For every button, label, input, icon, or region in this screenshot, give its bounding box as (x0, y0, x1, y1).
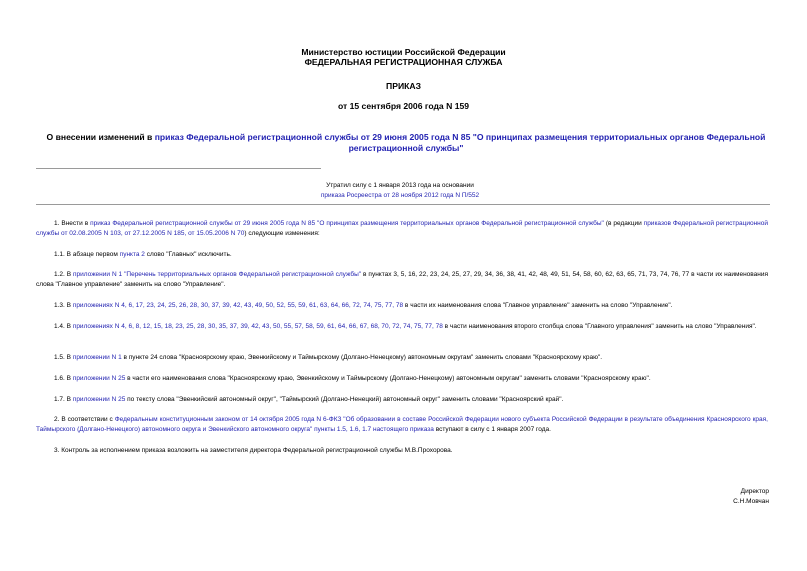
signature-name: С.Н.Мовчан (733, 498, 769, 505)
paragraph-1-2 (36, 270, 768, 290)
paragraph-1-3 (36, 301, 768, 311)
p15-appendix-link[interactable]: приложении N 1 (72, 354, 122, 361)
p1-order-link[interactable]: приказ Федеральной регистрационной службы от 29 июня 2005 года N 85 "О принципах размещения территориальных органов Федеральной регистрационной службы" (90, 220, 604, 227)
p1-text-a: 1. Внести в (54, 220, 91, 227)
paragraph-1 (36, 219, 768, 239)
p17-text-a: 1.7. В (54, 396, 73, 403)
p2-text-a: 2. В соответствии с (54, 416, 115, 423)
title-order-link[interactable]: приказ Федеральной регистрационной службы от 29 июня 2005 года N 85 "О принципах размещения территориальных органов Федеральной регистрационной службы" (154, 132, 766, 153)
p11-item-link[interactable]: пункта 2 (119, 251, 145, 258)
p2-text-c: вступают в силу с 1 января 2007 года. (433, 426, 551, 433)
ministry-name: Министерство юстиции Российской Федерации (301, 47, 506, 57)
p15-text-a: 1.5. В (54, 354, 73, 361)
p13-text-b: в части их наименования слова "Главное управление" заменить на слово "Управление". (403, 302, 673, 309)
p1-text-c: ) следующие изменения: (244, 230, 320, 237)
p16-text-b: в части его наименования слова "Красноярскому краю, Эвенкийскому и Таймырскому (Долгано-Ненецкому) автономным округам" заменить словами "Красноярскому краю". (125, 375, 651, 382)
paragraph-1-6 (36, 374, 768, 384)
status-cancel-link[interactable]: приказа Росреестра от 28 ноября 2012 года N П/552 (320, 191, 480, 199)
p16-appendix-link[interactable]: приложении N 25 (72, 375, 126, 382)
p11-text-b: слово "Главных" исключить. (144, 251, 232, 258)
paragraph-3: 3. Контроль за исполнением приказа возложить на заместителя директора Федеральной регистрационной службы М.В.Прохорова. (54, 447, 453, 454)
title-prefix: О внесении изменений в (46, 132, 155, 142)
paragraph-1-7 (36, 395, 768, 405)
signature-block (733, 487, 769, 507)
paragraph-1-4 (36, 322, 768, 332)
p12-appendix-link[interactable]: приложении N 1 "Перечень территориальных органов Федеральной регистрационной службы" (73, 271, 362, 278)
p13-text-a: 1.3. В (54, 302, 73, 309)
p2-law-link[interactable]: Федеральным конституционным законом от 14 октября 2005 года N 6-ФКЗ "Об образовании в составе Российской Федерации нового субъекта Российской Федерации в результате объединения Красноярского края, Таймырского (Долгано-Ненецкого) автономного округа и Эвенкийского автономного округа" (36, 416, 768, 433)
p1-text-b: (в редакции (603, 220, 644, 227)
separator-short (36, 168, 321, 169)
document-title (36, 132, 776, 154)
p14-text-b: в части наименования второго столбца слова "Главного управления" заменить на слово "Управления". (442, 323, 757, 330)
p12-text-a: 1.2. В (54, 271, 74, 278)
signature-position: Директор (740, 488, 769, 495)
p11-text-a: 1.1. В абзаце первом (54, 251, 120, 258)
p13-appendices-link[interactable]: приложениях N 4, 6, 17, 23, 24, 25, 26, 28, 30, 37, 39, 42, 43, 49, 50, 52, 55, 59, 61, 63, 64, 66, 72, 74, 75, 77, 78 (72, 302, 404, 309)
p1-amendments-link[interactable]: приказов Федеральной регистрационной службы от 02.08.2005 N 103, от 27.12.2005 N 185, от 15.05.2006 N 70 (36, 220, 769, 237)
p17-text-b: по тексту слова "Эвенкийский автономный округ", "Таймырский (Долгано-Ненецкий) автономный округ" заменить словами "Красноярский край". (125, 396, 564, 403)
document-type: ПРИКАЗ (386, 81, 421, 91)
p14-appendices-link[interactable]: приложениях N 4, 6, 8, 12, 15, 18, 23, 25, 28, 30, 35, 37, 39, 42, 43, 50, 55, 57, 58, 59, 61, 64, 66, 67, 68, 70, 72, 74, 75, 77, 78 (72, 323, 443, 330)
p12-text-b: в пунктах 3, 5, 16, 22, 23, 24, 25, 27, 29, 34, 36, 38, 41, 42, 48, 49, 51, 54, 58, 60, 62, 63, 65, 71, 73, 74, 76, 77 в части их наименования слова "Главное управление" заменить на слово "Управление". (36, 271, 769, 288)
paragraph-1-1 (36, 250, 768, 260)
document-date-number: от 15 сентября 2006 года N 159 (337, 101, 470, 111)
separator-full (36, 204, 770, 205)
p2-items-link[interactable]: пункты 1.5, 1.6, 1.7 настоящего приказа (314, 426, 434, 433)
status-note (250, 181, 550, 200)
p15-text-b: в пункте 24 слова "Красноярскому краю, Эвенкийскому и Таймырскому (Долгано-Ненецкому) автономным округам" заменить словами "Красноярскому краю". (121, 354, 603, 361)
p14-text-a: 1.4. В (54, 323, 73, 330)
p17-appendix-link[interactable]: приложении N 25 (72, 396, 126, 403)
p16-text-a: 1.6. В (54, 375, 73, 382)
status-line: Утратил силу с 1 января 2013 года на основании (326, 182, 474, 189)
service-name: ФЕДЕРАЛЬНАЯ РЕГИСТРАЦИОННАЯ СЛУЖБА (304, 57, 503, 67)
paragraph-2 (36, 415, 768, 435)
paragraph-1-5 (36, 353, 768, 363)
